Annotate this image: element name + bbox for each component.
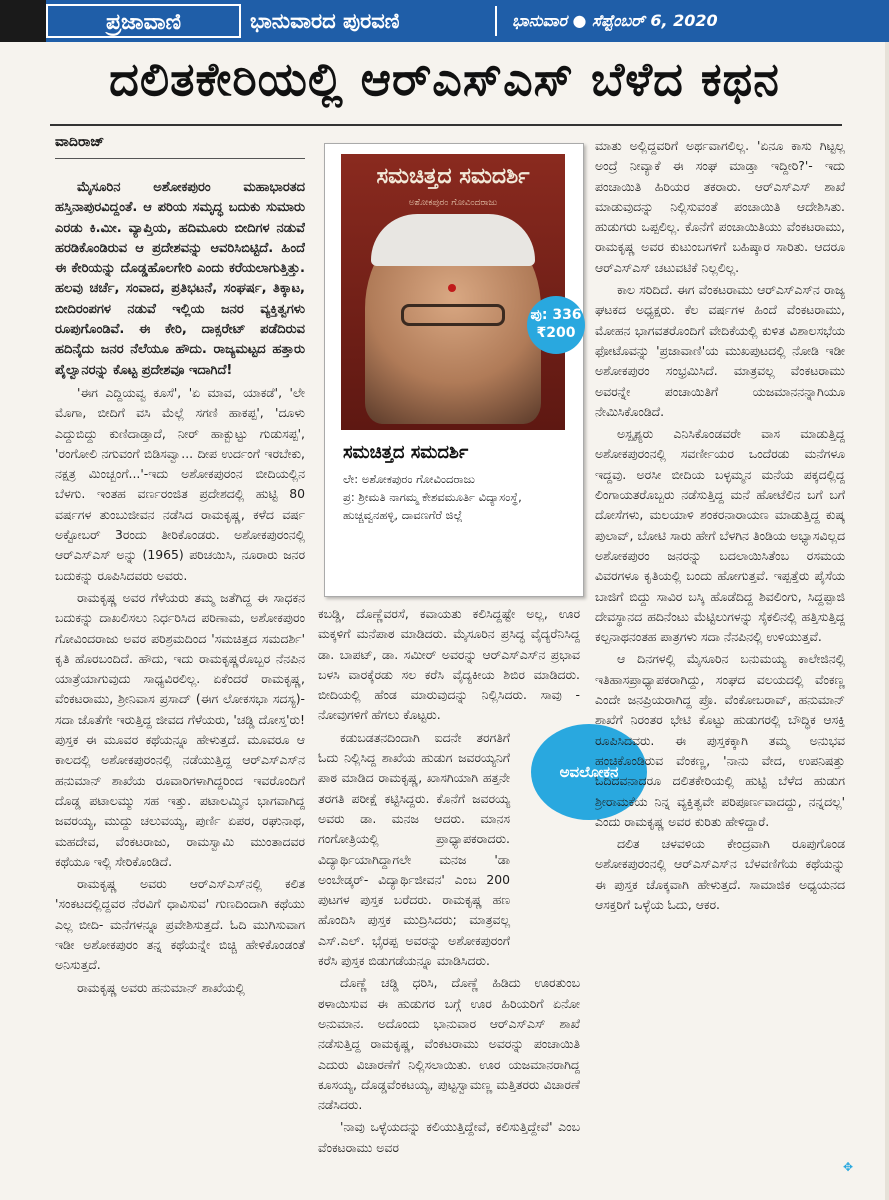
portrait-hair <box>371 214 535 266</box>
column-3 <box>595 136 845 1166</box>
dateline: ಭಾನುವಾರ ● ಸೆಪ್ಟೆಂಬರ್ 6, 2020 <box>512 11 718 30</box>
paragraph: ದೊಣ್ಣೆ ಚಡ್ಡಿ ಧರಿಸಿ, ದೊಣ್ಣೆ ಹಿಡಿದು ಊರತುಂಬ ಠಳಾಯಿಸುವ ಈ ಹುಡುಗರ ಬಗ್ಗೆ ಊರ ಹಿರಿಯರಿಗೆ ಏನೋ ಅನುಮಾನ. ಅದೊಂದು ಭಾನುವಾರ ಆರ್‌ಎಸ್‌ಎಸ್ ಶಾಖೆ ನಡೆಸುತ್ತಿದ್ದ ರಾಮಕೃಷ್ಣ, ವೆಂಕಟರಾಮು ಅವರನ್ನು ಪಂಚಾಯಿತಿ ಎದುರು ವಿಚಾರಣೆಗೆ ನಿಲ್ಲಿಸಲಾಯಿತು. ಊರ ಯಜಮಾನರಾಗಿದ್ದ ಕೂಸಯ್ಯ, ದೊಡ್ಡವೆಂಕಟಯ್ಯ, ಪುಟ್ಟಸ್ವಾಮಣ್ಣ ಮತ್ತಿತರರು ವಿಚಾರಣೆ ನಡೆಸಿದರು. <box>318 975 580 1113</box>
paragraph: ರಾಮಕೃಷ್ಣ ಅವರು ಹನುಮಾನ್ ಶಾಖೆಯಲ್ಲಿ <box>77 979 245 995</box>
newspaper-logo: ಪ್ರಜಾವಾಣಿ <box>46 4 241 38</box>
cover-author: ಅಶೋಕಪುರಂ ಗೋವಿಂದರಾಜು <box>408 198 498 208</box>
paragraph: ಆ ದಿನಗಳಲ್ಲಿ ಮೈಸೂರಿನ ಬನುಮಯ್ಯ ಕಾಲೇಜಿನಲ್ಲಿ ಇತಿಹಾಸಪ್ರಾಧ್ಯಾಪಕರಾಗಿದ್ದು, ಸಂಘದ ವಲಯದಲ್ಲಿ ವೆಂಕಣ್ಣ ಎಂದೇ ಜನಪ್ರಿಯರಾಗಿದ್ದ ಪ್ರೊ. ವೆಂಕೋಬರಾವ್, ಹನುಮಾನ್ ಶಾಖೆಗೆ ನಿರಂತರ ಭೇಟಿ ಕೊಟ್ಟು ಹುಡುಗರಲ್ಲಿ ಬೌದ್ಧಿಕ ಆಸಕ್ತಿ ರೂಪಿಸಿದವರು. ಈ ಪುಸ್ತಕಕ್ಕಾಗಿ ತಮ್ಮ ಅನುಭವ ಹಂಚಿಕೊಂಡಿರುವ ವೆಂಕಣ್ಣ, 'ನಾನು ವೇದ, ಉಪನಿಷತ್ತು ಓದಿದವನಾದರೂ ದಲಿತಕೇರಿಯಲ್ಲಿ ಹುಟ್ಟಿ ಬೆಳೆದ ಹುಡುಗ ಶ್ರೀರಾಮಕೆಯ ನಿನ್ನ ವ್ಯಕ್ತಿತ್ವವೇ ಪರಿಪೂರ್ಣವಾದದ್ದು, ನನ್ನದಲ್ಲ' ಎಂದು ರಾಮಕೃಷ್ಣ ಅವರ ಕುರಿತು ಹೇಳಿದ್ದಾರೆ. <box>595 651 845 829</box>
page-count: ಪು: 336 <box>530 307 582 323</box>
book-author: ಲೇ: ಅಶೋಕಪುರಂ ಗೋವಿಂದರಾಜು <box>343 472 475 486</box>
article-headline: ದಲಿತಕೇರಿಯಲ್ಲಿ ಆರ್‌ಎಸ್‌ಎಸ್ ಬೆಳೆದ ಕಥನ <box>109 52 780 106</box>
paragraph: ಮೈಸೂರಿನ ಅಶೋಕಪುರಂ ಮಹಾಭಾರತದ ಹಸ್ತಿನಾಪುರವಿದ್ದಂತೆ. ಆ ಪರಿಯ ಸಮೃದ್ಧ ಬದುಕು ಸುಮಾರು ಎರಡು ಕಿ.ಮೀ. ವ್ಯಾಪ್ತಿಯ, ಹದಿಮೂರು ಬೀದಿಗಳ ನಡುವೆ ಹರಡಿಕೊಂಡಿರುವ ಆ ಪ್ರದೇಶವನ್ನು ಆವರಿಸಿಬಿಟ್ಟಿದೆ. ಹಿಂದೆ ಈ ಕೇರಿಯನ್ನು ದೊಡ್ಡಹೊಲಗೇರಿ ಎಂದು ಕರೆಯಲಾಗುತ್ತಿತ್ತು. ಹಲವು ಚರ್ಚೆ, ಸಂವಾದ, ಪ್ರತಿಭಟನೆ, ಸಂಘರ್ಷ, ತಿಕ್ಕಾಟ, ಬೀದಿರಂಪಗಳ ನಡುವೆ ಇಲ್ಲಿಯ ಜನರ ವ್ಯಕ್ತಿತ್ವಗಳು ರೂಪುಗೊಂಡಿವೆ. ಈ ಕೇರಿ, ದಾಕ್ಸರೇಟ್ ಪಡೆದಿರುವ ಹದಿನೈದು ಜನರ ನೆಲೆಯೂ ಹೌದು. ರಾಜ್ಯಮಟ್ಟದ ಹತ್ತಾರು ಪೈಲ್ವಾನರನ್ನು ಕೊಟ್ಟ ಪ್ರದೇಶವೂ ಇದಾಗಿದೆ! <box>55 180 305 378</box>
cover-title: ಸಮಚಿತ್ತದ ಸಮದರ್ಶಿ <box>376 164 530 189</box>
headline-rule <box>50 124 842 126</box>
paragraph: 'ಈಗ ಎದ್ದಿಯವ್ವ ಕೂಸೆ', 'ಏ ಮಾವ, ಯಾಕಡೆ', 'ಲೇ ಮೊಗಾ, ಬೀದಿಗೆ ವಸಿ ಮೆಲ್ಲೆ ಸಗಣಿ ಹಾಕಪ್ಪ', 'ದೂಳು ಎದ್ದುಬಿದ್ದು ಕುಣಿದಾಡ್ತಾದೆ, ನೀರ್ ಹಾಕ್ಬುಟ್ಟು ಗುಡುಸಪ್ಪ', 'ರಂಗೋಲಿ ನಗುವಂಗೆ ಬಿಡಿಸವ್ವಾ... ದೀಪ ಉರ್ದಂಗೆ ಇರಬೇಕು, ನಕ್ಷತ್ರ ಮಿಂಚ್ಬಂಗೆ...'-ಇದು ಅಶೋಕಪುರಂನ ಬೀದಿಯಲ್ಲಿನ ಬೆಳಗು. ಇಂತಹ ವರ್ಣರಂಜಿತ ಪ್ರದೇಶದಲ್ಲಿ ಹುಟ್ಟಿ 80 ವರ್ಷಗಳ ತುಂಬುಜೀವನ ನಡೆಸಿದ ರಾಮಕೃಷ್ಣ, ಕಳೆದ ವರ್ಷ ಅಕ್ಟೋಬರ್ 3ರಂದು ತೀರಿಕೊಂಡರು. ಅಶೋಕಪುರಂನಲ್ಲಿ ಆರ್‌ಎಸ್‌ಎಸ್ ಅನ್ನು (1965) ಪರಿಚಯಿಸಿ, ನೂರಾರು ಜನರ ಬದುಕನ್ನು ರೂಪಿಸಿದವರು ಅವರು. <box>55 384 305 583</box>
book-details <box>343 470 573 524</box>
byline: ವಾದಿರಾಜ್ <box>55 134 105 150</box>
paragraph: 'ನಾವು ಒಳ್ಳೆಯದನ್ನು ಕಲಿಯುತ್ತಿದ್ದೇವೆ, ಕಲಿಸುತ್ತಿದ್ದೇವೆ' ಎಂಬ ವೆಂಕಟರಾಮು ಅವರ <box>318 1119 580 1155</box>
paragraph: ರಾಮಕೃಷ್ಣ ಅವರ ಗೆಳೆಯರು ತಮ್ಮ ಜತೆಗಿದ್ದ ಈ ಸಾಧಕನ ಬದುಕನ್ನು ದಾಖಲಿಸಲು ನಿರ್ಧರಿಸಿದ ಪರಿಣಾಮ, ಅಶೋಕಪುರಂ ಗೋವಿಂದರಾಜು ಅವರ ಪರಿಶ್ರಮದಿಂದ 'ಸಮಚಿತ್ತದ ಸಮದರ್ಶಿ' ಕೃತಿ ಹೊರಬಂದಿದೆ. ಹೌದು, ಇದು ರಾಮಕೃಷ್ಣರೊಬ್ಬರ ನೆನಪಿನ ಯಾತ್ರೆಯಾಗುವುದು ಸಾಧ್ಯವಿರಲಿಲ್ಲ. ಏಕೆಂದರೆ ರಾಮಕೃಷ್ಣ, ವೆಂಕಟರಾಮು, ಶ್ರೀನಿವಾಸ ಪ್ರಸಾದ್ (ಈಗ ಲೋಕಸಭಾ ಸದಸ್ಯ)- ಸದಾ ಜೊತೆಗೇ ಇರುತ್ತಿದ್ದ ಜೀವದ ಗೆಳೆಯರು, 'ಚಡ್ಡಿ ದೋಸ್ತ'ರು! ಪುಸ್ತಕ ಈ ಮೂವರ ಕಥೆಯನ್ನೂ ಹೇಳುತ್ತದೆ. ಮೂವರೂ ಆ ಕಾಲದಲ್ಲಿ ಅಶೋಕಪುರಂನಲ್ಲಿ ನಡೆಯುತ್ತಿದ್ದ ಆರ್‌ಎಸ್‌ಎಸ್‌ನ ಹನುಮಾನ್ ಶಾಖೆಯ ರೂವಾರಿಗಳಾಗಿದ್ದರಿಂದ ಇವರೊಂದಿಗೆ ದೊಡ್ಡ ಪಟಾಲಮ್ಮು ಸಹ ಇತ್ತು. ಪಟಾಲಮ್ಮಿನ ಭಾಗವಾಗಿದ್ದ ಜವರಯ್ಯ, ಮುದ್ದು ಚಲುವಯ್ಯ, ಪುರ್ಣಿ ಏಪರ, ರಘುನಾಥ, ಮಹದೇವ, ವೆಂಕಟರಾಜು, ರಾಮಸ್ವಾಮಿ ಮುಂತಾದವರ ಕಥೆಯೂ ಇಲ್ಲಿ ಸೇರಿಕೊಂಡಿದೆ. <box>55 589 305 869</box>
masthead-divider <box>495 6 497 36</box>
masthead-bar <box>0 0 889 42</box>
masthead-left-strip <box>0 0 46 42</box>
book-publisher: ಪ್ರ: ಶ್ರೀಮತಿ ನಾಗಮ್ಮ ಕೇಶವಮೂರ್ತಿ ವಿದ್ಯಾಸಂಸ್ಥೆ, ಹುಚ್ಚವ್ವನಹಳ್ಳಿ, ದಾವಣಗೆರೆ ಜಿಲ್ಲೆ <box>343 490 522 522</box>
book-cover <box>341 154 565 430</box>
page-edge <box>885 42 889 1200</box>
byline-rule <box>55 158 305 159</box>
paragraph: ಕಡುಬಡತನದಿಂದಾಗಿ ಐದನೇ ತರಗತಿಗೆ ಓದು ನಿಲ್ಲಿಸಿದ್ದ ಶಾಖೆಯ ಹುಡುಗ ಜವರಯ್ಯನಿಗೆ ಪಾಠ ಮಾಡಿದ ರಾಮಕೃಷ್ಣ, ಖಾಸಗಿಯಾಗಿ ಹತ್ತನೇ ತರಗತಿ ಪರೀಕ್ಷೆ ಕಟ್ಟಿಸಿದ್ದರು. ಕೊನೆಗೆ ಜವರಯ್ಯ ಅವರು ಡಾ. ಮನಜ ಆದರು. ಮಾನಸ ಗಂಗೋತ್ರಿಯಲ್ಲಿ ಪ್ರಾಧ್ಯಾಪಕರಾದರು. ವಿದ್ಯಾರ್ಥಿಯಾಗಿದ್ದಾಗಲೇ ಮನಜ 'ಡಾ ಅಂಬೇಡ್ಕರ್- ವಿದ್ಯಾರ್ಥಿಜೀವನ' ಎಂಬ 200 ಪುಟಗಳ ಪುಸ್ತಕ ಬರೆದರು. ರಾಮಕೃಷ್ಣ ಹಣ ಹೊಂದಿಸಿ ಪುಸ್ತಕ ಮುದ್ರಿಸಿದರು; ಮಾತ್ರವಲ್ಲ ಎಸ್.ಎಲ್. ಭೈರಪ್ಪ ಅವರನ್ನು ಅಶೋಕಪುರಂಗೆ ಕರೆಸಿ ಪುಸ್ತಕ ಬಿಡುಗಡೆಯನ್ನೂ ಮಾಡಿಸಿದರು. <box>318 729 510 969</box>
column-2 <box>318 604 580 1174</box>
book-title: ಸಮಚಿತ್ತದ ಸಮದರ್ಶಿ <box>343 442 469 463</box>
review-badge: ಅವಲೋಕನ <box>531 724 647 820</box>
paragraph: ಮಾತು ಅಲ್ಲಿದ್ದವರಿಗೆ ಅರ್ಥವಾಗಲಿಲ್ಲ. 'ಏನೂ ಕಾಸು ಗಿಟ್ಟಲ್ಲ ಅಂದ್ರೆ ನೀವ್ಯಾಕೆ ಈ ಸಂಘ ಮಾಡ್ತಾ ಇದ್ದೀರಿ?'- ಇದು ಪಂಚಾಯಿತಿ ಹಿರಿಯರ ತಕರಾರು. ಆರ್‌ಎಸ್‌ಎಸ್ ಶಾಖೆ ಮಾಡುವುದನ್ನು ನಿಲ್ಲಿಸುವಂತೆ ಪಂಚಾಯಿತಿ ಆದೇಶಿಸಿತು. ಹುಡುಗರು ಒಪ್ಪಲಿಲ್ಲ. ಕೊನೆಗೆ ಪಂಚಾಯಿತಿಯು ವೆಂಕಟರಾಮು, ರಾಮಕೃಷ್ಣ ಅವರ ಕುಟುಂಬಗಳಿಗೆ ಬಹಿಷ್ಕಾರ ಸಾರಿತು. ಆದರೂ ಆರ್‌ಎಸ್‌ಎಸ್ ಚಟುವಟಿಕೆ ನಿಲ್ಲಲಿಲ್ಲ. <box>595 138 845 275</box>
price-badge <box>527 296 585 354</box>
paragraph: ಅಸ್ಪೃಶ್ಯರು ಎನಿಸಿಕೊಂಡವರೇ ವಾಸ ಮಾಡುತ್ತಿದ್ದ ಅಶೋಕಪುರಂನಲ್ಲಿ ಸವರ್ಣೀಯರ ಒಂದೆರಡು ಮನೆಗಳೂ ಇದ್ದವು. ಅರಸೀ ಬೀದಿಯ ಬಳ್ಳಮ್ಮನ ಮನೆಯ ಪಕ್ಕದಲ್ಲಿದ್ದ ಲಿಂಗಾಯತರೊಬ್ಬರು ನಡೆಸುತ್ತಿದ್ದ ಮನೆ ಹೋಟೆಲಿನ ಬಗೆ ಬಗೆ ದೋಸೆಗಳು, ಮಲಯಾಳಿ ಶಂಕರನಾರಾಯಣ ಮಾಡುತ್ತಿದ್ದ ಕುಷ್ಕ ಪುಲಾವ್, ಬೋಟಿ ಸಾರು ಹೇಗೆ ಬೆಳಗಿನ ತಿಂಡಿಯ ಅಭ್ಯಾಸವಿಲ್ಲದ ಅಶೋಕಪುರಂ ಜನರನ್ನು ಬದಲಾಯಿಸಿತೆಂಬ ರಸಮಯ ವಿವರಗಳೂ ಕೃತಿಯಲ್ಲಿ ಬಂದು ಹೋಗುತ್ತವೆ. ಇಪ್ಪತ್ತೆರು ಪೈಸೆಯ ಬಾಜಿಗೆ ಬಿದ್ದು ಸಾವಿರ ಬಸ್ಕಿ ಹೊಡೆದಿದ್ದ ಶಿವಲಿಂಗು, ಸಿದ್ದಪ್ಪಾಜಿ ದೇವಸ್ಥಾನದ ಹದಿನೆಂಟು ಮೆಟ್ಟಿಲುಗಳನ್ನು ಸೈಕಲಿನಲ್ಲಿ ಹತ್ತಿಸುತ್ತಿದ್ದ ಕಲ್ಪನಾಥನಂತಹ ಪಾತ್ರಗಳು ಸದಾ ನೆನಪಿನಲ್ಲಿ ಉಳಿಯುತ್ತವೆ. <box>595 426 845 645</box>
end-mark-icon: ✥ <box>843 1160 854 1174</box>
portrait-glasses <box>401 304 505 326</box>
book-price: ₹200 <box>536 325 576 341</box>
paragraph: ದಲಿತ ಚಳವಳಿಯ ಕೇಂದ್ರವಾಗಿ ರೂಪುಗೊಂಡ ಅಶೋಕಪುರಂನಲ್ಲಿ ಆರ್‌ಎಸ್‌ಎಸ್‌ನ ಬೆಳವಣಿಗೆಯ ಕಥೆಯನ್ನು ಈ ಪುಸ್ತಕ ಚೊಕ್ಕವಾಗಿ ಹೇಳುತ್ತದೆ. ಸಾಮಾಜಿಕ ಅಧ್ಯಯನದ ಆಸಕ್ತರಿಗೆ ಒಳ್ಳೆಯ ಓದು, ಆಕರ. <box>595 836 845 912</box>
book-card <box>324 143 584 597</box>
section-title: ಭಾನುವಾರದ ಪುರವಣಿ <box>250 9 400 33</box>
column-1 <box>55 178 305 1178</box>
paragraph: ಕಬಡ್ಡಿ, ದೊಣ್ಣೆವರಸೆ, ಕವಾಯತು ಕಲಿಸಿದ್ದಷ್ಟೇ ಅಲ್ಲ, ಊರ ಮಕ್ಕಳಿಗೆ ಮನೆಪಾಠ ಮಾಡಿದರು. ಮೈಸೂರಿನ ಪ್ರಸಿದ್ಧ ವೈದ್ಯರೆನಿಸಿದ್ದ ಡಾ. ಬಾಪಟ್, ಡಾ. ಸಮೀರ್ ಅವರನ್ನು ಆರ್‌ಎಸ್‌ಎಸ್‌ನ ಪ್ರಭಾವ ಬಳಸಿ ವಾರಕ್ಕೆರಡು ಸಲ ಕರೆಸಿ ವೈದ್ಯಕೀಯ ಶಿಬಿರ ಮಾಡಿದರು. ಬೀದಿಯಲ್ಲಿ ಹೆಂಡ ಮಾರುವುದನ್ನು ನಿಲ್ಲಿಸಿದರು. ಸಾವು - ನೋವುಗಳಿಗೆ ಹೆಗಲು ಕೊಟ್ಟರು. <box>318 606 580 723</box>
paragraph: ಕಾಲ ಸರಿದಿದೆ. ಈಗ ವೆಂಕಟರಾಮು ಆರ್‌ಎಸ್‌ಎಸ್‌ನ ರಾಜ್ಯ ಘಟಕದ ಅಧ್ಯಕ್ಷರು. ಕೆಲ ವರ್ಷಗಳ ಹಿಂದೆ ವೆಂಕಟರಾಮು, ಮೋಹನ ಭಾಗವತರೊಂದಿಗೆ ವೇದಿಕೆಯಲ್ಲಿ ಕುಳಿತ ವಿಶಾಲಸಭೆಯ ಫೋಟೊವನ್ನು 'ಪ್ರಜಾವಾಣಿ'ಯ ಮುಖಪುಟದಲ್ಲಿ ನೋಡಿ ಇಡೀ ಅಶೋಕಪುರಂ ಸಂಭ್ರಮಿಸಿದೆ. ಮಾತ್ರವಲ್ಲ ವೆಂಕಟರಾಮು ಅವರನ್ನೇ ಪಂಚಾಯಿತಿಗೆ ಯಜಮಾನನನ್ನಾಗಿಯೂ ನೇಮಿಸಿಕೊಂಡಿದೆ. <box>595 282 845 419</box>
portrait-bindi <box>448 284 456 292</box>
paragraph: ರಾಮಕೃಷ್ಣ ಅವರು ಆರ್‌ಎಸ್‌ಎಸ್‌ನಲ್ಲಿ ಕಲಿತ 'ಸಂಕಟದಲ್ಲಿದ್ದವರ ನೆರವಿಗೆ ಧಾವಿಸುವ' ಗುಣದಿಂದಾಗಿ ಕಥೆಯು ಎಲ್ಲ ಬೀದಿ- ಮನೆಗಳನ್ನೂ ಪ್ರವೇಶಿಸುತ್ತದೆ. ಓದಿ ಮುಗಿಸುವಾಗ ಇಡೀ ಅಶೋಕಪುರಂ ತನ್ನ ಕಥೆಯನ್ನೇ ಬಿಚ್ಚಿ ಹೇಳಿಕೊಂಡಂತೆ ಅನಿಸುತ್ತದೆ. <box>55 876 305 973</box>
